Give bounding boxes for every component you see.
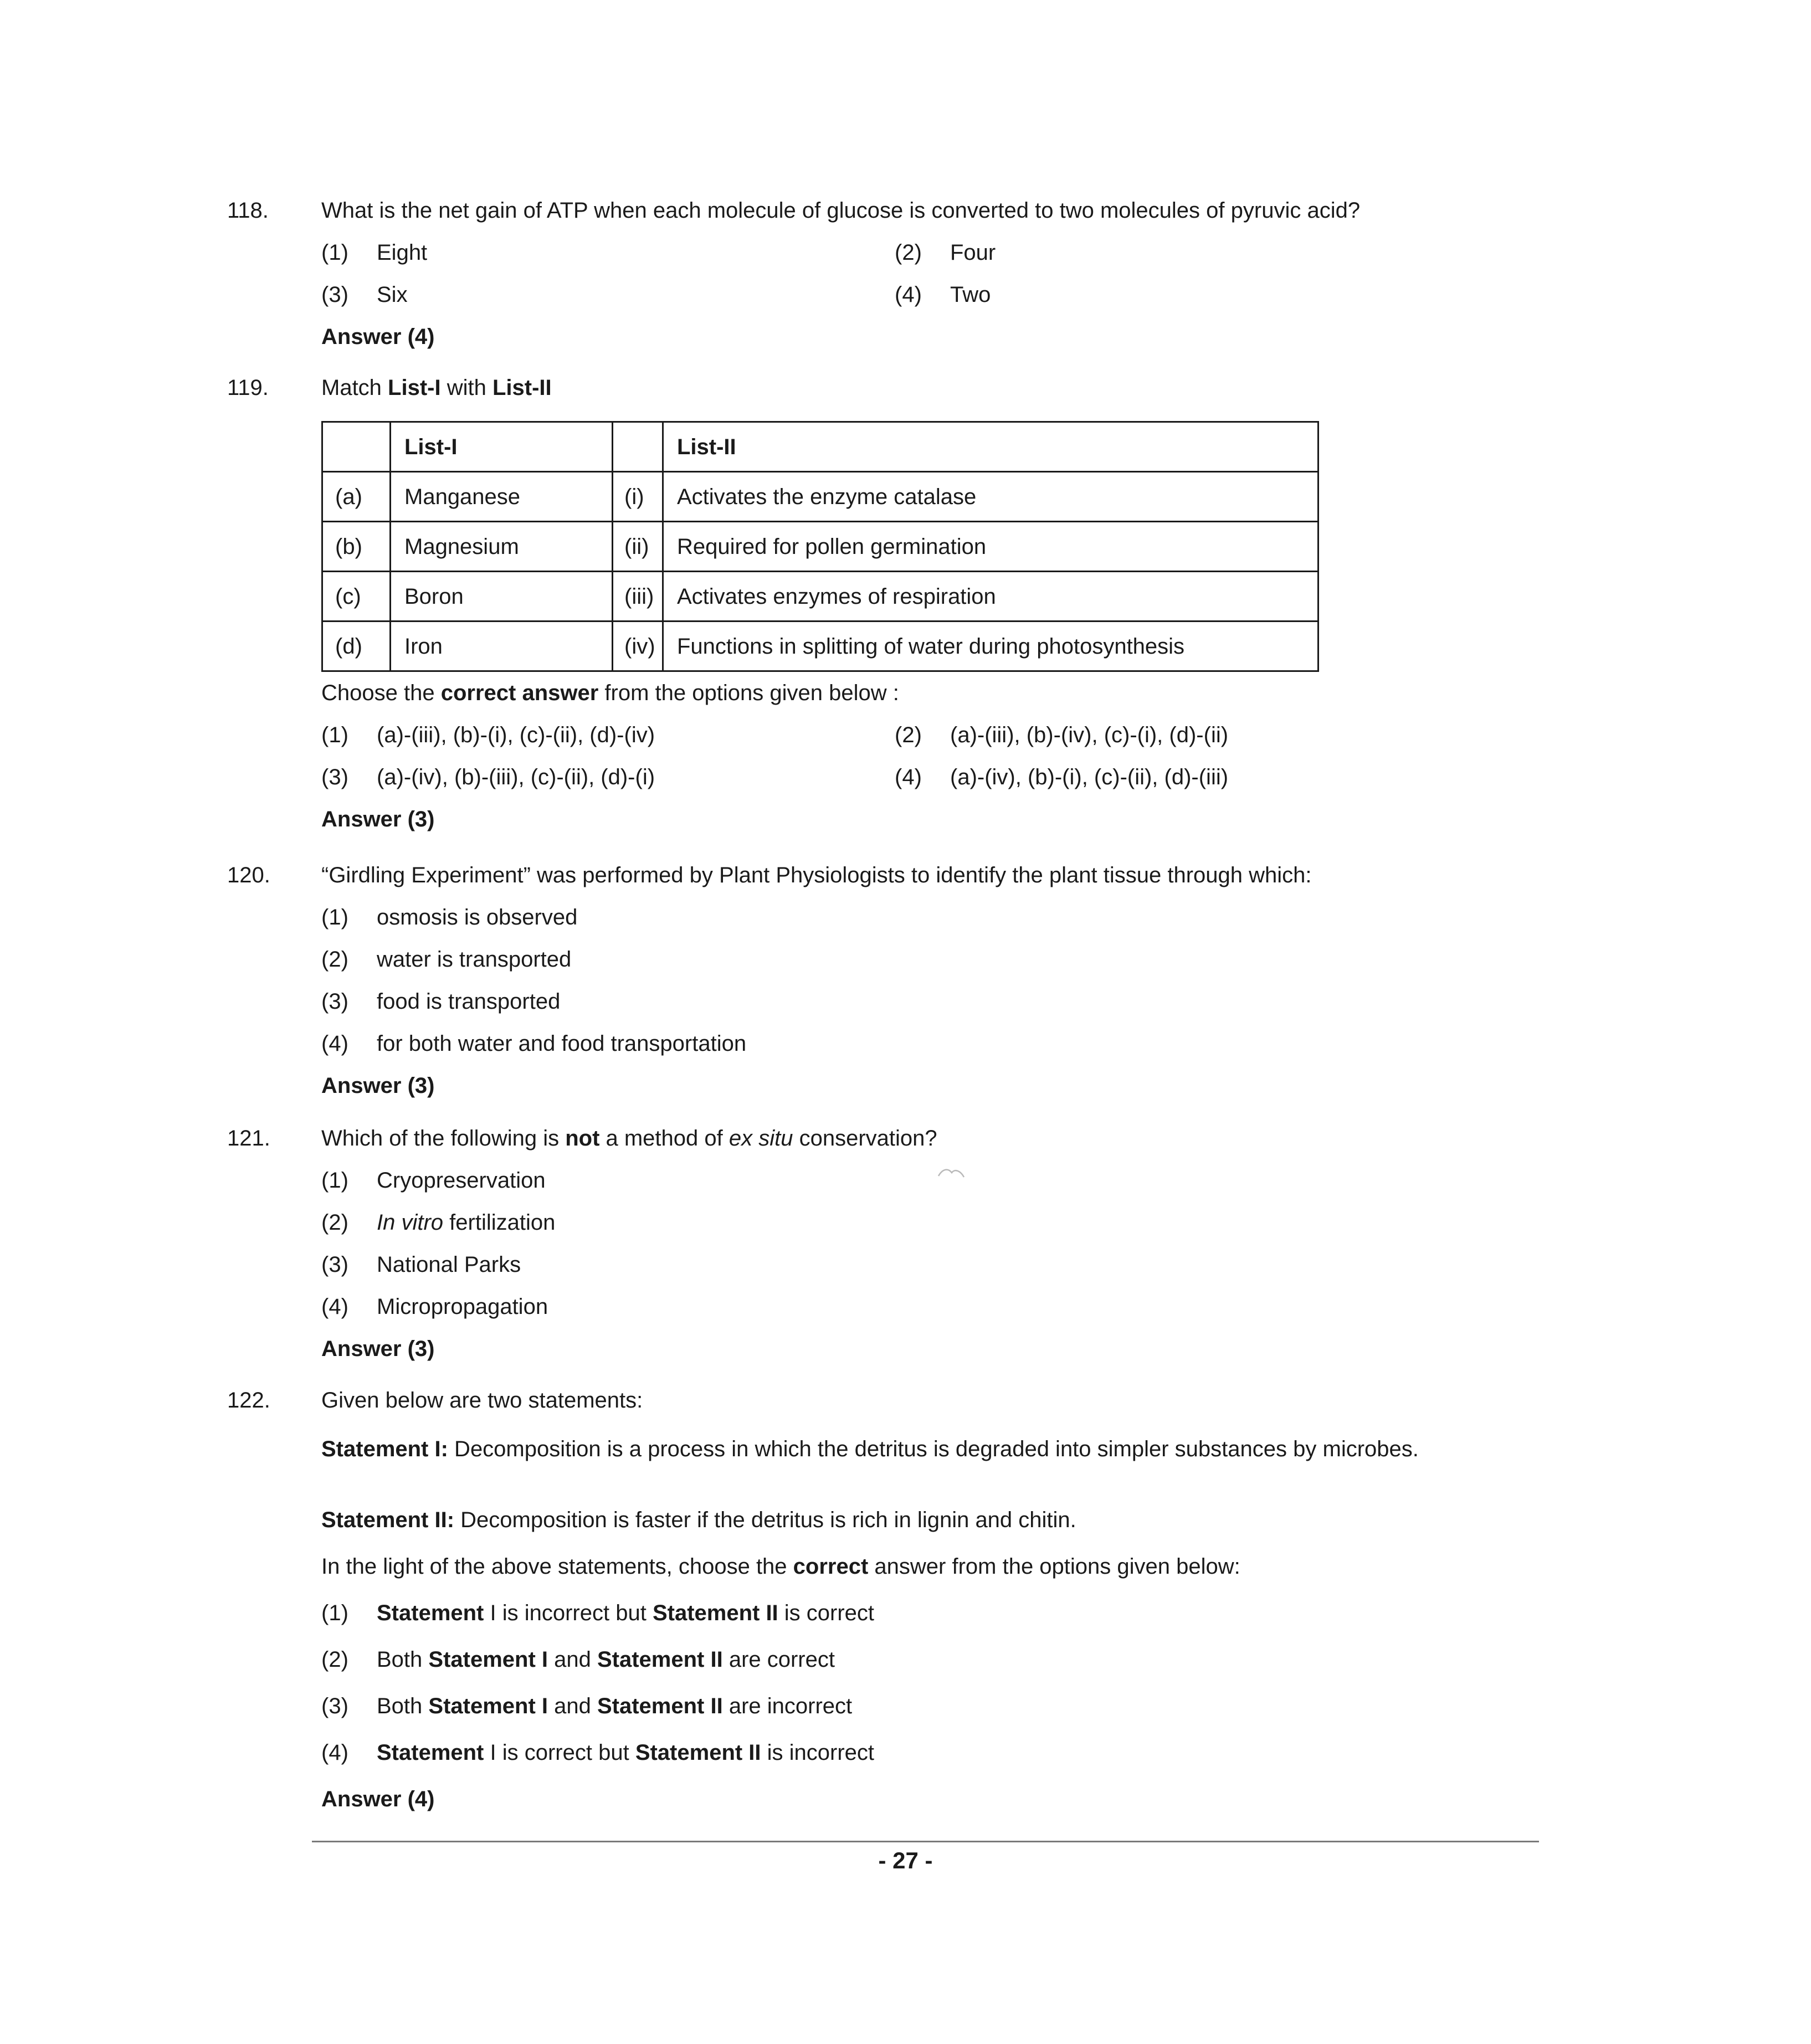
table-cell: Required for pollen germination: [663, 522, 1319, 572]
option-row: [321, 764, 1529, 806]
instruction: In the light of the above statements, choose the correct answer from the options given below:: [321, 1554, 1240, 1579]
option-3: (3) Six: [321, 283, 408, 307]
table-cell: (iv): [613, 622, 663, 671]
option-2: (2) In vitro fertilization: [321, 1210, 556, 1235]
option-3: (3) National Parks: [321, 1252, 521, 1277]
option-2: (2) water is transported: [321, 947, 572, 972]
table-cell: [322, 422, 391, 472]
option-3: (3) Both Statement I and Statement II are incorrect: [321, 1694, 853, 1718]
table-cell: [613, 422, 663, 472]
question-text: Given below are two statements:: [321, 1388, 643, 1413]
option-4: (4) Two: [895, 283, 991, 307]
page-number: - 27 -: [878, 1847, 933, 1873]
option-3: (3) (a)-(iv), (b)-(iii), (c)-(ii), (d)-(i): [321, 765, 655, 789]
table-cell: (i): [613, 472, 663, 522]
option-4: (4) Micropropagation: [321, 1295, 548, 1319]
question-119: [227, 374, 1529, 848]
option-2: (2) Four: [895, 240, 996, 265]
option-row: [321, 722, 1529, 764]
table-header-list-2: List-II: [663, 422, 1319, 472]
question-120: [227, 862, 1529, 1115]
match-table: [321, 421, 1319, 672]
table-cell: Manganese: [391, 472, 613, 522]
table-row: [322, 572, 1319, 622]
option-row: [321, 281, 1529, 323]
question-text: Which of the following is not a method of ex situ conservation?: [321, 1126, 937, 1151]
option-1: (1) osmosis is observed: [321, 905, 578, 929]
question-text: What is the net gain of ATP when each molecule of glucose is converted to two molecules of pyruvic acid?: [321, 198, 1361, 223]
option-1: (1) Statement I is incorrect but Statement II is correct: [321, 1601, 875, 1625]
answer-label: Answer (4): [321, 325, 435, 349]
option-2: (2) (a)-(iii), (b)-(iv), (c)-(i), (d)-(ii): [895, 723, 1229, 747]
table-row: [322, 622, 1319, 671]
question-number: 122.: [227, 1388, 270, 1413]
table-cell: Activates the enzyme catalase: [663, 472, 1319, 522]
answer-label: Answer (4): [321, 1787, 435, 1811]
answer-label: Answer (3): [321, 1074, 435, 1098]
option-row: [321, 239, 1529, 281]
table-cell: Boron: [391, 572, 613, 622]
answer-label: Answer (3): [321, 807, 435, 831]
question-number: 118.: [227, 198, 269, 223]
question-text: Match List-I with List-II: [321, 376, 552, 400]
question-number: 119.: [227, 376, 269, 400]
answer-label: Answer (3): [321, 1337, 435, 1361]
table-cell: (d): [322, 622, 391, 671]
option-3: (3) food is transported: [321, 989, 561, 1014]
option-1: (1) Eight: [321, 240, 428, 265]
choose-instruction: Choose the correct answer from the options given below :: [321, 681, 899, 705]
table-cell: Iron: [391, 622, 613, 671]
table-row: [322, 472, 1319, 522]
question-121: [227, 1125, 1529, 1378]
option-4: (4) for both water and food transportation: [321, 1031, 747, 1056]
footer-divider: [312, 1841, 1539, 1842]
pen-mark-icon: [936, 1166, 966, 1180]
table-cell: (c): [322, 572, 391, 622]
table-row: [322, 522, 1319, 572]
table-header-list-1: List-I: [391, 422, 613, 472]
statement-1: Statement I: Decomposition is a process in which the detritus is degraded into simpler substances by microbes.: [321, 1437, 1419, 1461]
table-cell: (iii): [613, 572, 663, 622]
table-cell: Magnesium: [391, 522, 613, 572]
option-list: [321, 1167, 1529, 1336]
question-number: 120.: [227, 863, 270, 887]
option-list: [321, 904, 1529, 1072]
option-list: [321, 1600, 1529, 1786]
table-cell: Activates enzymes of respiration: [663, 572, 1319, 622]
table-cell: (b): [322, 522, 391, 572]
statement-2: Statement II: Decomposition is faster if the detritus is rich in lignin and chitin.: [321, 1508, 1076, 1532]
question-118: [227, 197, 1529, 366]
option-1: (1) Cryopreservation: [321, 1168, 546, 1193]
option-4: (4) Statement I is correct but Statement II is incorrect: [321, 1740, 875, 1765]
option-1: (1) (a)-(iii), (b)-(i), (c)-(ii), (d)-(iv): [321, 723, 655, 747]
table-cell: (ii): [613, 522, 663, 572]
question-number: 121.: [227, 1126, 270, 1151]
question-text: “Girdling Experiment” was performed by Plant Physiologists to identify the plant tissue through which:: [321, 863, 1312, 887]
option-4: (4) (a)-(iv), (b)-(i), (c)-(ii), (d)-(iii): [895, 765, 1229, 789]
table-cell: Functions in splitting of water during photosynthesis: [663, 622, 1319, 671]
table-header-row: [322, 422, 1319, 472]
option-2: (2) Both Statement I and Statement II are correct: [321, 1647, 835, 1672]
table-cell: (a): [322, 472, 391, 522]
question-122: [227, 1387, 1529, 1828]
